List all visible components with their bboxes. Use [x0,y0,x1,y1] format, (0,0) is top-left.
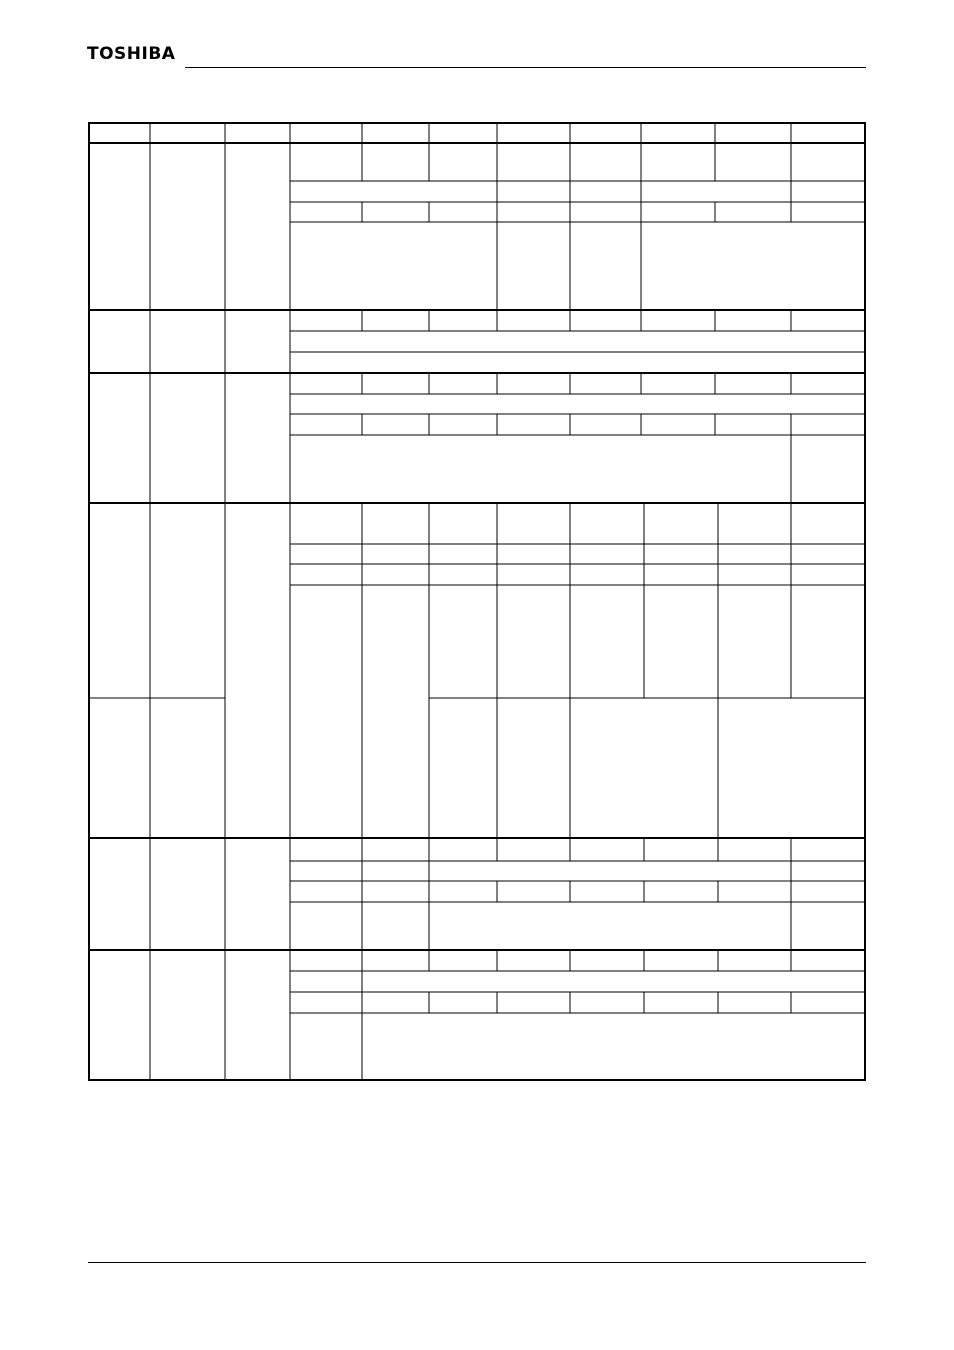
register-table-grid [88,122,866,1082]
register-table [88,122,866,1082]
toshiba-logo: TOSHIBA [87,44,176,64]
header-divider [185,67,866,68]
footer-divider [88,1262,866,1263]
